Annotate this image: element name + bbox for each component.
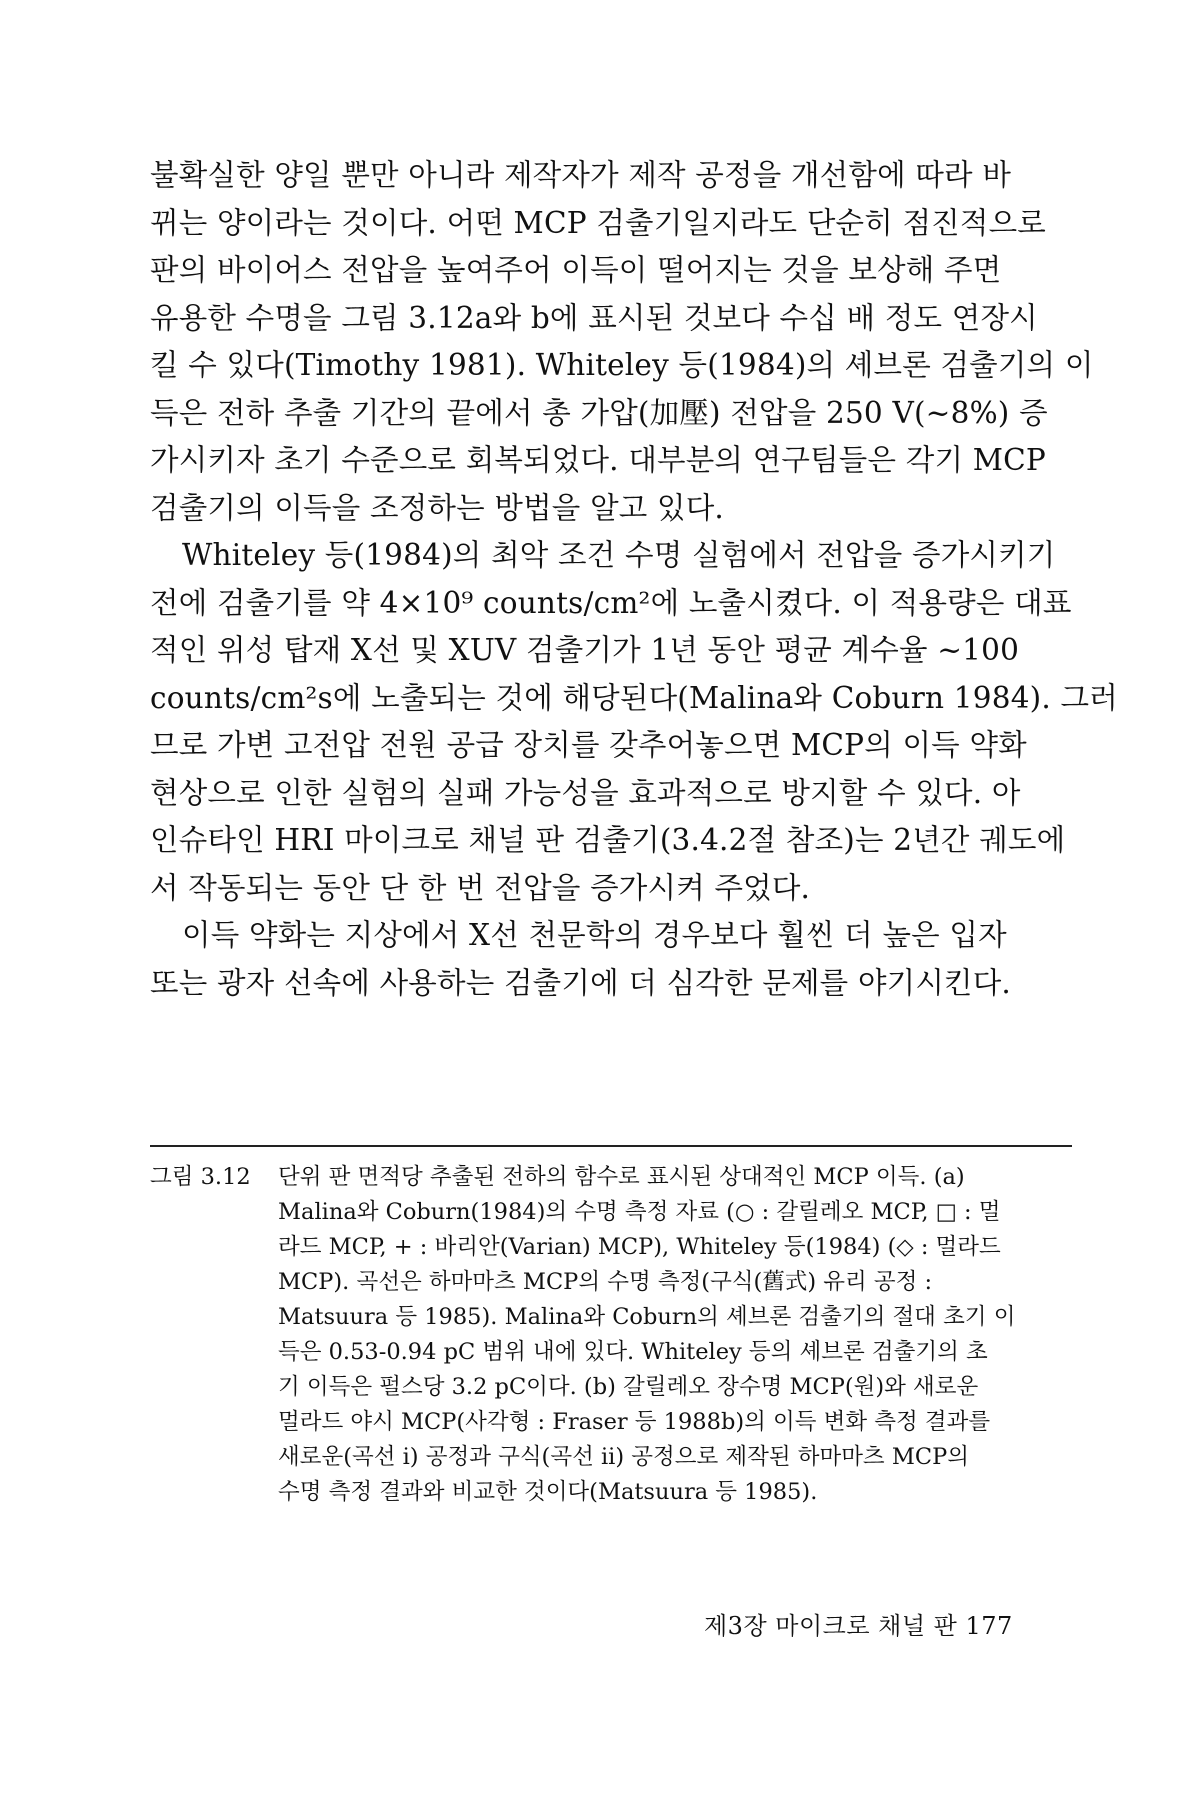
caption-line: 새로운(곡선 i) 공정과 구식(곡선 ii) 공정으로 제작된 하마마츠 MCP의 — [278, 1444, 969, 1470]
body-line-paragraph-start: 이득 약화는 지상에서 X선 천문학의 경우보다 훨씬 더 높은 입자 — [182, 918, 1007, 952]
body-line: 득은 전하 추출 기간의 끝에서 총 가압(加壓) 전압을 250 V(~8%) 증 — [150, 395, 1048, 430]
caption-line: 득은 0.53-0.94 pC 범위 내에 있다. Whiteley 등의 셰브론 검출기의 초 — [278, 1339, 988, 1365]
caption-divider — [150, 1145, 1072, 1147]
body-line: 가시키자 초기 수준으로 회복되었다. 대부분의 연구팀들은 각기 MCP — [150, 443, 1046, 477]
caption-line: 라드 MCP, + : 바리안(Varian) MCP), Whiteley 등(1984) (◇ : 멀라드 — [278, 1234, 1001, 1260]
body-line: 또는 광자 선속에 사용하는 검출기에 더 심각한 문제를 야기시킨다. — [150, 965, 1012, 1000]
body-line-paragraph-start: Whiteley 등(1984)의 최악 조건 수명 실험에서 전압을 증가시키기 — [182, 538, 1056, 572]
body-line: 판의 바이어스 전압을 높여주어 이득이 떨어지는 것을 보상해 주면 — [150, 253, 1002, 287]
body-line: 불확실한 양일 뿐만 아니라 제작자가 제작 공정을 개선함에 따라 바 — [150, 158, 1012, 192]
caption-line: MCP). 곡선은 하마마츠 MCP의 수명 측정(구식(舊式) 유리 공정 : — [278, 1269, 933, 1295]
caption-line: 수명 측정 결과와 비교한 것이다(Matsuura 등 1985). — [278, 1479, 818, 1505]
body-line: 적인 위성 탑재 X선 및 XUV 검출기가 1년 동안 평균 계수율 ~100 — [150, 633, 1020, 667]
figure-label: 그림 3.12 — [150, 1164, 251, 1190]
body-line: 킬 수 있다(Timothy 1981). Whiteley 등(1984)의 셰브론 검출기의 이 — [150, 348, 1094, 382]
body-line: 전에 검출기를 약 4×10⁹ counts/cm²에 노출시켰다. 이 적용량은 대표 — [150, 585, 1072, 620]
caption-line: 기 이득은 펄스당 3.2 pC이다. (b) 갈릴레오 장수명 MCP(원)와 새로운 — [278, 1374, 979, 1400]
body-line: 현상으로 인한 실험의 실패 가능성을 효과적으로 방지할 수 있다. 아 — [150, 775, 1021, 810]
caption-text — [278, 1160, 1072, 1510]
body-line: counts/cm²s에 노출되는 것에 해당된다(Malina와 Coburn 1984). 그러 — [150, 680, 1118, 715]
body-line: 뀌는 양이라는 것이다. 어떤 MCP 검출기일지라도 단순히 점진적으로 — [150, 205, 1046, 240]
body-line: 므로 가변 고전압 전원 공급 장치를 갖추어놓으면 MCP의 이득 약화 — [150, 728, 1027, 762]
body-line: 서 작동되는 동안 단 한 번 전압을 증가시켜 주었다. — [150, 870, 811, 905]
caption-line: Malina와 Coburn(1984)의 수명 측정 자료 (○ : 갈릴레오 MCP, □ : 멀 — [278, 1199, 1001, 1225]
running-footer: 제3장 마이크로 채널 판 177 — [704, 1612, 1013, 1640]
caption-line: Matsuura 등 1985). Malina와 Coburn의 셰브론 검출기의 절대 초기 이 — [278, 1304, 1016, 1330]
body-line: 검출기의 이득을 조정하는 방법을 알고 있다. — [150, 490, 725, 525]
body-line: 유용한 수명을 그림 3.12a와 b에 표시된 것보다 수십 배 정도 연장시 — [150, 300, 1038, 335]
caption-line: 단위 판 면적당 추출된 전하의 함수로 표시된 상대적인 MCP 이득. (a) — [278, 1164, 965, 1190]
body-text — [150, 152, 1118, 1007]
caption-line: 멀라드 야시 MCP(사각형 : Fraser 등 1988b)의 이득 변화 측정 결과를 — [278, 1409, 991, 1435]
body-line: 인슈타인 HRI 마이크로 채널 판 검출기(3.4.2절 참조)는 2년간 궤도에 — [150, 823, 1066, 857]
